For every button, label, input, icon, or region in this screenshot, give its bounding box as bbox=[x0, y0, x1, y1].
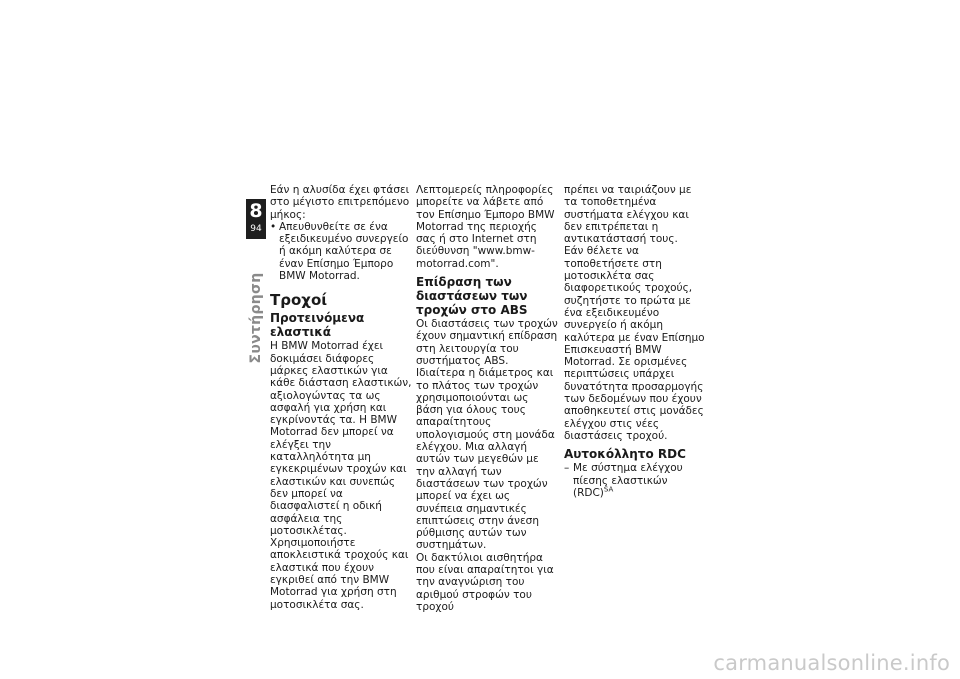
subheading-recommended-tyres: Προτεινόμενα ελαστικά bbox=[270, 311, 365, 340]
column-1 bbox=[270, 184, 412, 611]
subheading-wheel-size-abs: Επίδραση των διαστάσεων των τροχών στο ABS bbox=[416, 275, 528, 318]
section-heading-wheels: Τροχοί bbox=[270, 291, 328, 310]
bullet-item bbox=[270, 221, 412, 282]
column-3 bbox=[564, 184, 706, 499]
approved-wheels-text: Χρησιμοποιήστε αποκλειστικά τροχούς και ελαστικά που έχουν εγκριθεί από την BMW Motorrad για χρήση στη μοτοσικλέτα σας. bbox=[270, 537, 409, 611]
abs-effect-text: Οι διαστάσεις των τροχών έχουν σημαντική επίδραση στη λειτουργία του συστήματος ABS. Ιδιαίτερα η διάμετρος και το πλάτος των τροχών χρησιμοποιούνται ως βάση για όλους τους απαραίτητους υπολογισμούς στη μονάδα ελέγχου. Μια αλλαγή αυτών των μεγεθών με την αλλαγή των διαστάσεων των τροχών μπορεί να έχει ως συνέπεια σημαντικές επιπτώσεις στην άνεση ρύθμισης αυτών των συστημάτων. bbox=[416, 318, 558, 552]
column-2 bbox=[416, 184, 558, 613]
sensor-rings-continued-text: πρέπει να ταιριάζουν με τα τοποθετημένα συστήματα ελέγχου και δεν επιτρέπεται η αντικατάστασή τους. bbox=[564, 184, 692, 246]
different-wheels-text: Εάν θέλετε να τοποθετήσετε στη μοτοσικλέτα σας διαφορετικούς τροχούς, συζητήστε το πρώτα με ένα εξειδικευμένο συνεργείο ή ακόμη καλύτερα με έναν Επίσημο Επισκευαστή BMW Motorrad. Σε ορισμένες περιπτώσεις υπάρχει δυνατότητα προσαρμογής των δεδομένων που έχουν αποθηκευτεί στις μονάδες ελέγχου στις νέες διαστάσεις τροχού. bbox=[564, 245, 705, 442]
dash-item bbox=[564, 462, 706, 499]
chain-intro-text: Εάν η αλυσίδα έχει φτάσει στο μέγιστο επιτρεπόμενο μήκος: bbox=[270, 184, 410, 221]
dash-item-text: Με σύστημα ελέγχου πίεσης ελαστικών (RDC) bbox=[573, 462, 683, 499]
recommended-tyres-text: Η BMW Motorrad έχει δοκιμάσει διάφορες μάρκες ελαστικών για κάθε διάσταση ελαστικών, αξιολογώντας τα ως ασφαλή για χρήση και εγκρίνοντάς τα. Η BMW Motorrad δεν μπορεί να ελέγξει την καταλληλότητα μη εγκεκριμένων τροχών και ελαστικών και συνεπώς δεν μπορεί να διασφαλιστεί η οδική ασφάλεια της μοτοσικλέτας. bbox=[270, 340, 412, 537]
bullet-mark: • bbox=[270, 220, 277, 233]
chapter-tab bbox=[246, 199, 266, 239]
sensor-rings-text: Οι δακτύλιοι αισθητήρα που είναι απαραίτητοι για την αναγνώριση του αριθμού στροφών του τροχού bbox=[416, 551, 554, 613]
details-info-text: Λεπτομερείς πληροφορίες μπορείτε να λάβετε από τον Επίσημο Έμπορο BMW Motorrad της περιοχής σας ή στο Internet στη διεύθυνση "www.bmw-motorrad.com". bbox=[416, 184, 555, 270]
chapter-number: 8 bbox=[249, 200, 263, 222]
page-number: 94 bbox=[250, 224, 262, 234]
watermark: carmanualsonline.info bbox=[713, 651, 950, 675]
subheading-rdc-sticker: Αυτοκόλλητο RDC bbox=[564, 447, 686, 462]
bullet-text: Απευθυνθείτε σε ένα εξειδικευμένο συνεργείο ή ακόμη καλύτερα σε έναν Επίσημο Έμπορο BMW Motorrad. bbox=[279, 220, 409, 283]
special-equipment-sup: SA bbox=[603, 485, 614, 494]
chapter-side-text: Συντήρηση bbox=[248, 272, 264, 364]
dash-mark: – bbox=[564, 462, 570, 475]
